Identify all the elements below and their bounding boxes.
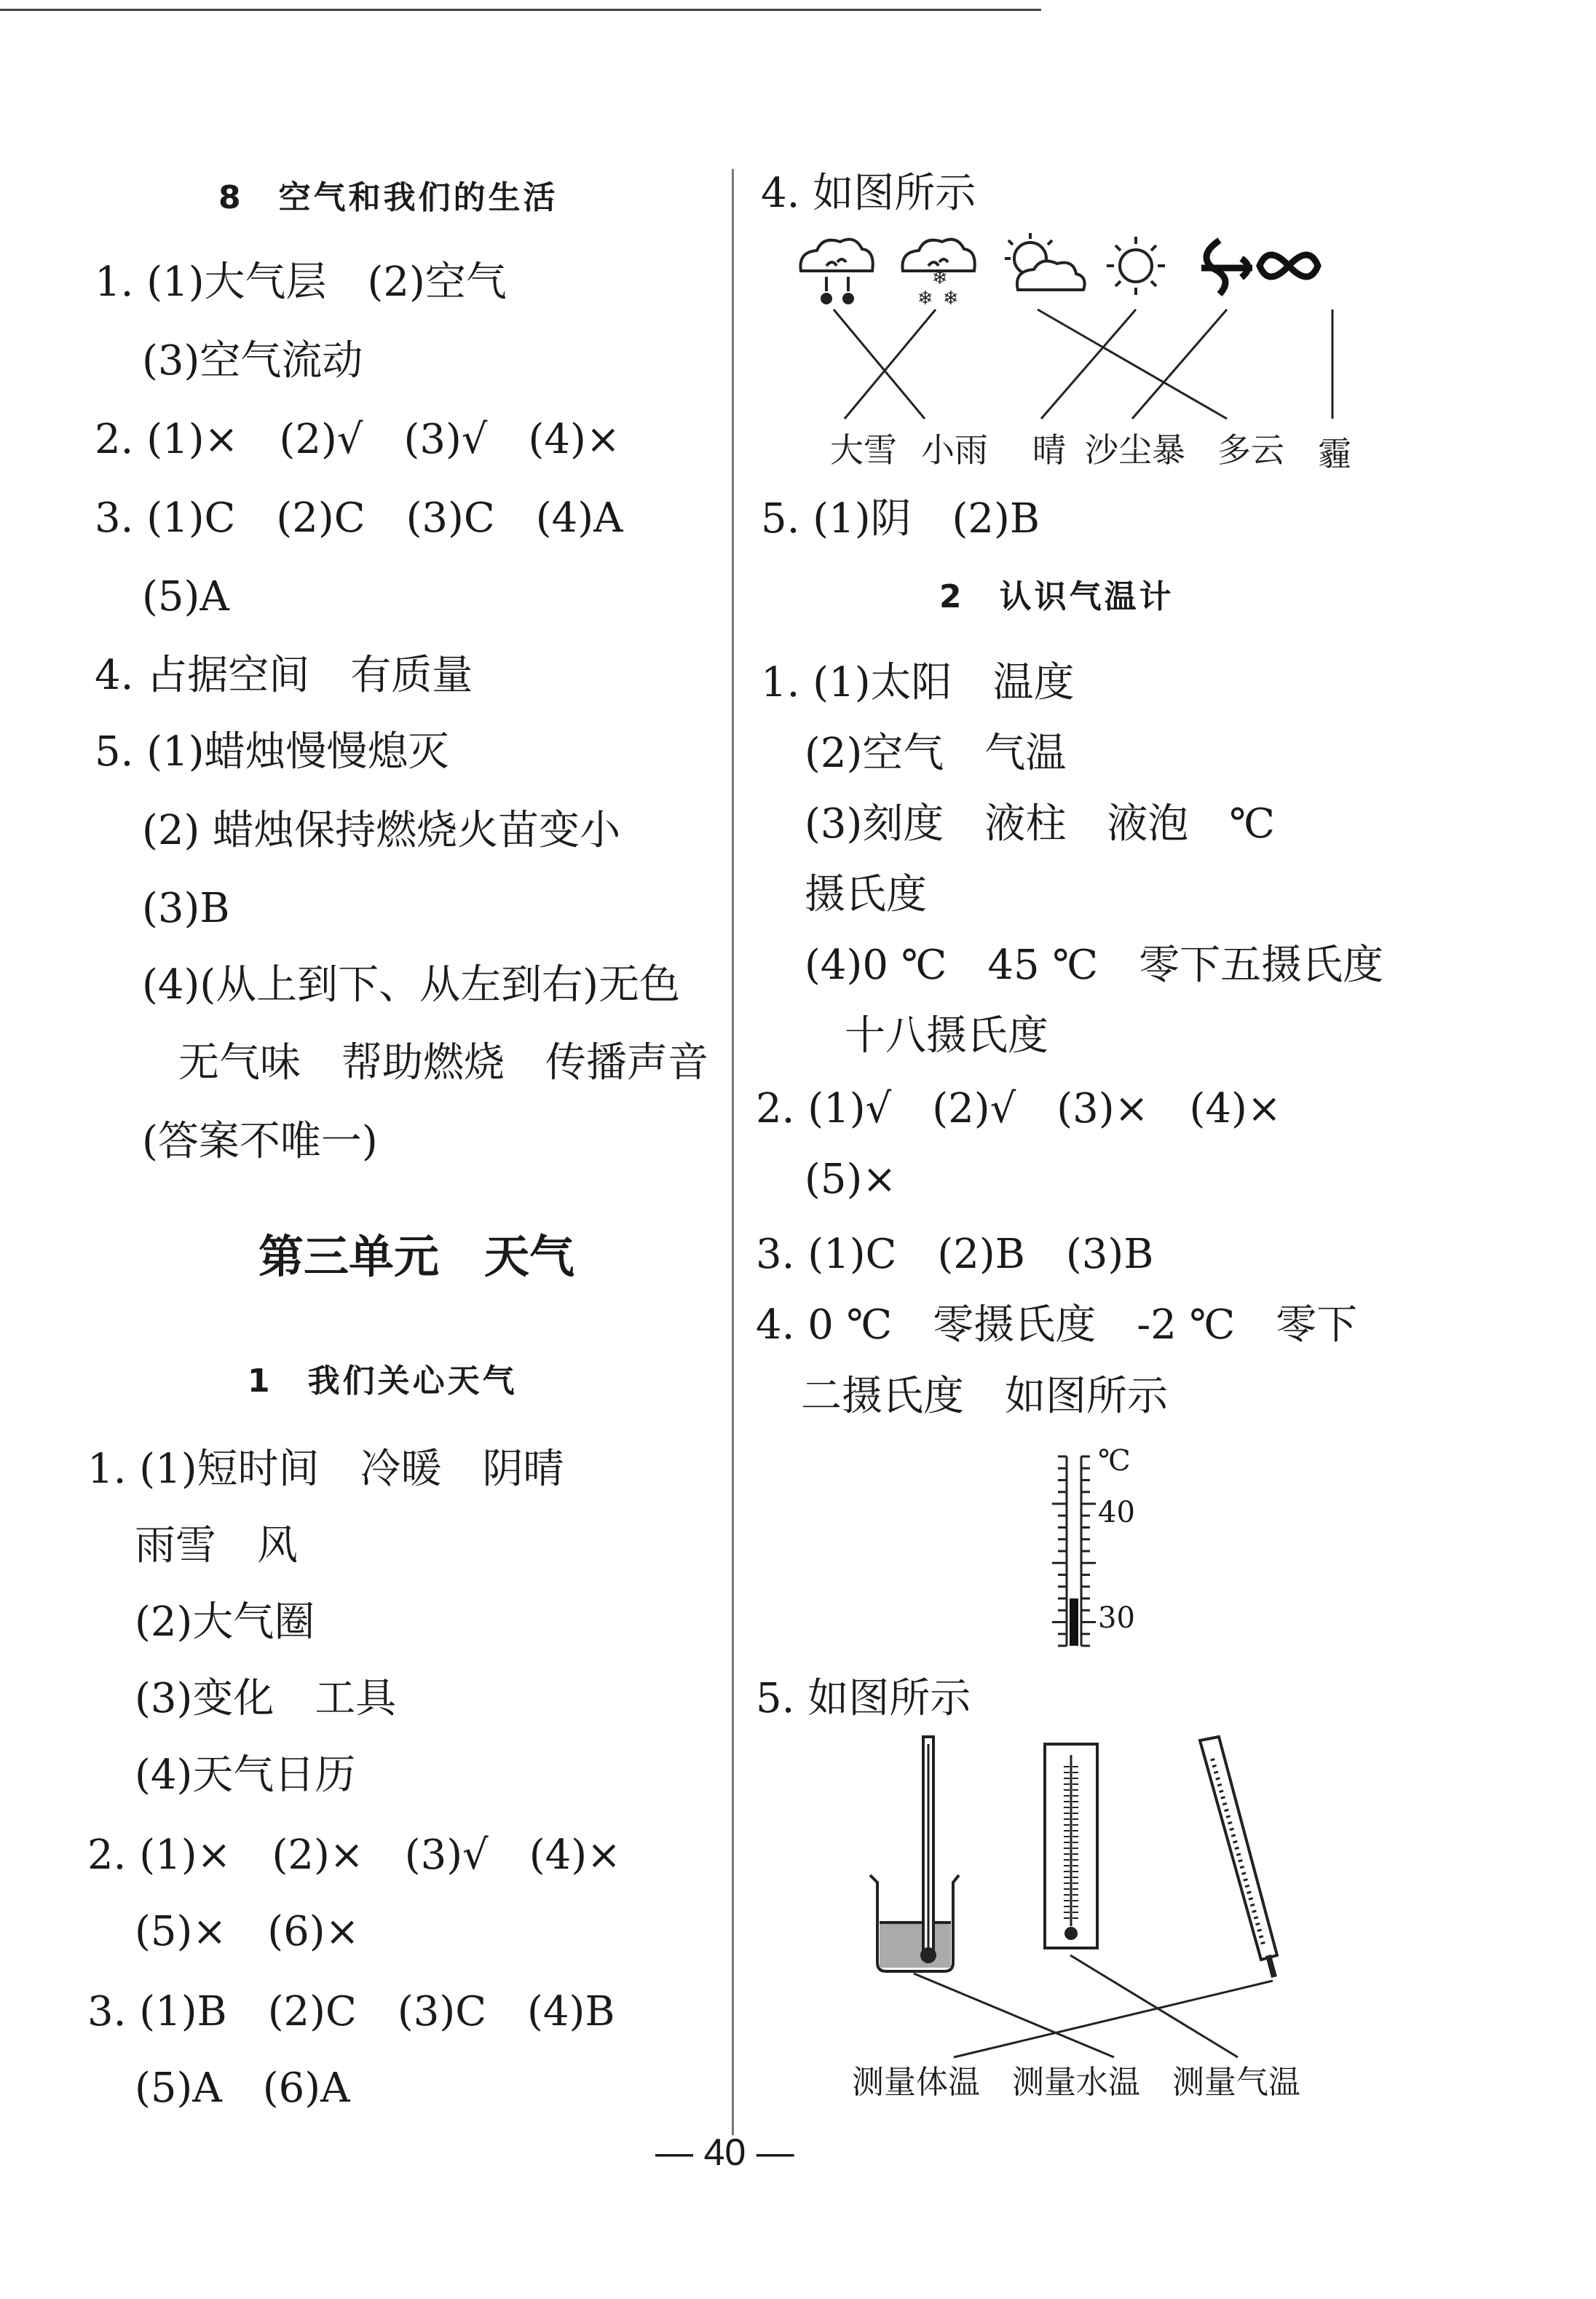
- top-rule: [0, 9, 1041, 11]
- section-2-title: 2 认识气温计: [939, 578, 1174, 615]
- page-number: — 40 —: [655, 2132, 794, 2174]
- s1-line-3: (2)大气圈: [135, 1598, 315, 1646]
- s1-line-5: (4)天气日历: [135, 1751, 356, 1799]
- s1-line-1: 1. (1)短时间 冷暖 阴晴: [87, 1446, 564, 1493]
- section-1-title: 1 我们关心天气: [248, 1363, 518, 1400]
- s1-line-6: 2. (1)× (2)× (3)√ (4)×: [87, 1831, 621, 1879]
- scale-label-30: 30: [1098, 1601, 1135, 1635]
- s8-line-1: 1. (1)大气层 (2)空气: [95, 259, 507, 306]
- s8-line-3: 2. (1)× (2)√ (3)√ (4)×: [95, 416, 620, 463]
- weather-label-rain: 小雨: [921, 430, 988, 470]
- q5-answer: 5. (1)阴 (2)B: [761, 495, 1040, 543]
- s2-line-4: 摄氏度: [805, 871, 927, 918]
- label-body-temp: 测量体温: [852, 2064, 980, 2101]
- s8-line-9: (3)B: [142, 885, 230, 932]
- s2-line-3: (3)刻度 液柱 液泡 ℃: [805, 800, 1275, 848]
- weather-label-sandstorm: 沙尘暴: [1085, 430, 1185, 470]
- s2-line-5: (4)0 ℃ 45 ℃ 零下五摄氏度: [805, 942, 1384, 989]
- column-divider: [732, 169, 734, 2135]
- weather-label-snow: 大雪: [830, 430, 897, 470]
- label-water-temp: 测量水温: [1012, 2064, 1140, 2101]
- s8-line-6: 4. 占据空间 有质量: [95, 652, 473, 699]
- svg-text:❄: ❄: [932, 267, 948, 289]
- clinical-thermometer-icon: [1200, 1737, 1277, 1977]
- section-8-title: 8 空气和我们的生活: [218, 179, 558, 216]
- svg-text:❄: ❄: [943, 288, 959, 309]
- snow-cloud-icon: [902, 240, 974, 309]
- partly-cloudy-icon: [1005, 233, 1085, 290]
- label-air-temp: 测量气温: [1172, 2064, 1300, 2101]
- s8-line-11: 无气味 帮助燃烧 传播声音: [178, 1039, 708, 1087]
- s1-line-8: 3. (1)B (2)C (3)C (4)B: [87, 1988, 615, 2035]
- liquid-column: [1070, 1598, 1078, 1646]
- usage-matching-lines: [914, 1955, 1273, 2057]
- s2-line-2: (2)空气 气温: [805, 730, 1067, 777]
- s2-line-8: (5)×: [805, 1156, 897, 1203]
- matching-lines: [834, 309, 1332, 419]
- scale-unit: ℃: [1098, 1444, 1131, 1478]
- s2-line-11: 二摄氏度 如图所示: [801, 1373, 1168, 1420]
- s8-line-8: (2) 蜡烛保持燃烧火苗变小: [142, 807, 621, 854]
- thermometer-usage-diagram: [859, 1737, 1311, 2072]
- s1-line-2: 雨雪 风: [135, 1522, 298, 1569]
- s1-line-7: (5)× (6)×: [135, 1908, 360, 1955]
- s8-line-5: (5)A: [142, 573, 229, 620]
- s8-line-10: (4)(从上到下、从左到右)无色: [142, 961, 681, 1009]
- s8-line-2: (3)空气流动: [142, 337, 363, 385]
- weather-label-cloudy: 多云: [1217, 430, 1284, 470]
- s8-line-12: (答案不唯一): [142, 1118, 378, 1165]
- svg-text:❄: ❄: [917, 288, 933, 309]
- haze-icon: [1260, 255, 1318, 277]
- unit-title: 第三单元 天气: [258, 1230, 575, 1283]
- scale-label-40: 40: [1098, 1496, 1135, 1529]
- s1-line-4: (3)变化 工具: [135, 1675, 397, 1722]
- s2-line-10: 4. 0 ℃ 零摄氏度 -2 ℃ 零下: [756, 1301, 1358, 1349]
- s2-line-1: 1. (1)太阳 温度: [761, 659, 1075, 706]
- q5b-head: 5. 如图所示: [756, 1675, 971, 1722]
- beaker-thermometer-icon: [870, 1737, 959, 1971]
- rain-cloud-icon: [800, 240, 872, 303]
- wall-thermometer-icon: [1045, 1744, 1097, 1948]
- sandstorm-icon: [1201, 240, 1252, 294]
- sun-icon: [1107, 237, 1165, 295]
- weather-label-haze: 霾: [1318, 434, 1351, 473]
- s8-line-7: 5. (1)蜡烛慢慢熄灭: [95, 728, 449, 776]
- q4-head: 4. 如图所示: [761, 170, 976, 217]
- s2-line-6: 十八摄氏度: [845, 1012, 1048, 1060]
- weather-label-sunny: 晴: [1032, 430, 1066, 470]
- s2-line-9: 3. (1)C (2)B (3)B: [756, 1231, 1154, 1278]
- s1-line-9: (5)A (6)A: [135, 2065, 350, 2112]
- s2-line-7: 2. (1)√ (2)√ (3)× (4)×: [756, 1085, 1281, 1132]
- s8-line-4: 3. (1)C (2)C (3)C (4)A: [95, 494, 623, 542]
